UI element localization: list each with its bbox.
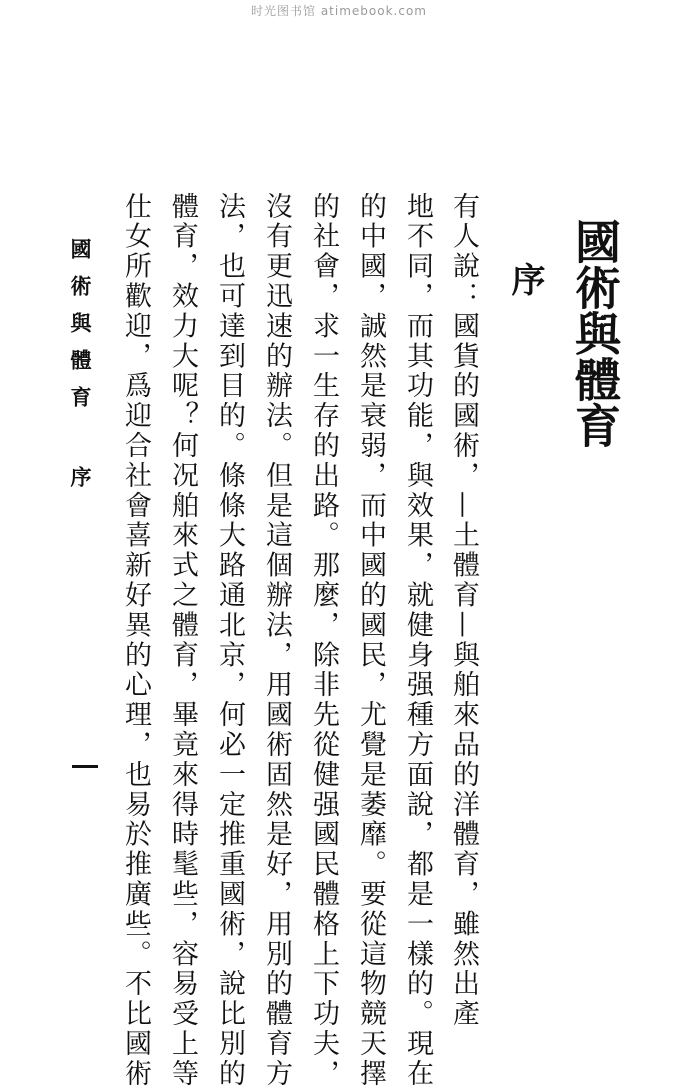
running-footer-section: 序 xyxy=(68,466,93,503)
watermark: 时光图书馆 atimebook.com xyxy=(251,4,427,18)
section-heading: 序 xyxy=(505,262,545,296)
body-column-6: 法，也可達到目的。條條大路通北京，何必一定推重國術，說比別的 xyxy=(214,192,245,1089)
body-column-2: 地不同，而其功能，與效果，就健身强種方面說，都是一樣的。現在 xyxy=(402,192,433,1089)
page-number xyxy=(72,765,98,768)
body-column-8: 仕女所歡迎，爲迎合社會喜新好異的心理，也易於推廣些。不比國術 xyxy=(120,192,151,1089)
running-footer-title: 國術與體育 xyxy=(68,238,93,423)
book-title: 國術與體育 xyxy=(568,218,622,448)
body-column-1: 有人說：國貨的國術，—土體育—與舶來品的洋體育，雖然出產 xyxy=(448,192,479,1030)
body-column-5: 沒有更迅速的辦法。但是這個辦法，用國術固然是好，用別的體育方 xyxy=(261,192,292,1089)
body-column-7: 體育，效力大呢？何况舶來式之體育，畢竟來得時髦些，容易受上等 xyxy=(167,192,198,1089)
body-column-3: 的中國，誠然是衰弱，而中國的國民，尤覺是萎靡。要從這物競天擇 xyxy=(355,192,386,1089)
body-column-4: 的社會，求一生存的出路。那麼，除非先從健强國民體格上下功夫， xyxy=(308,192,339,1089)
